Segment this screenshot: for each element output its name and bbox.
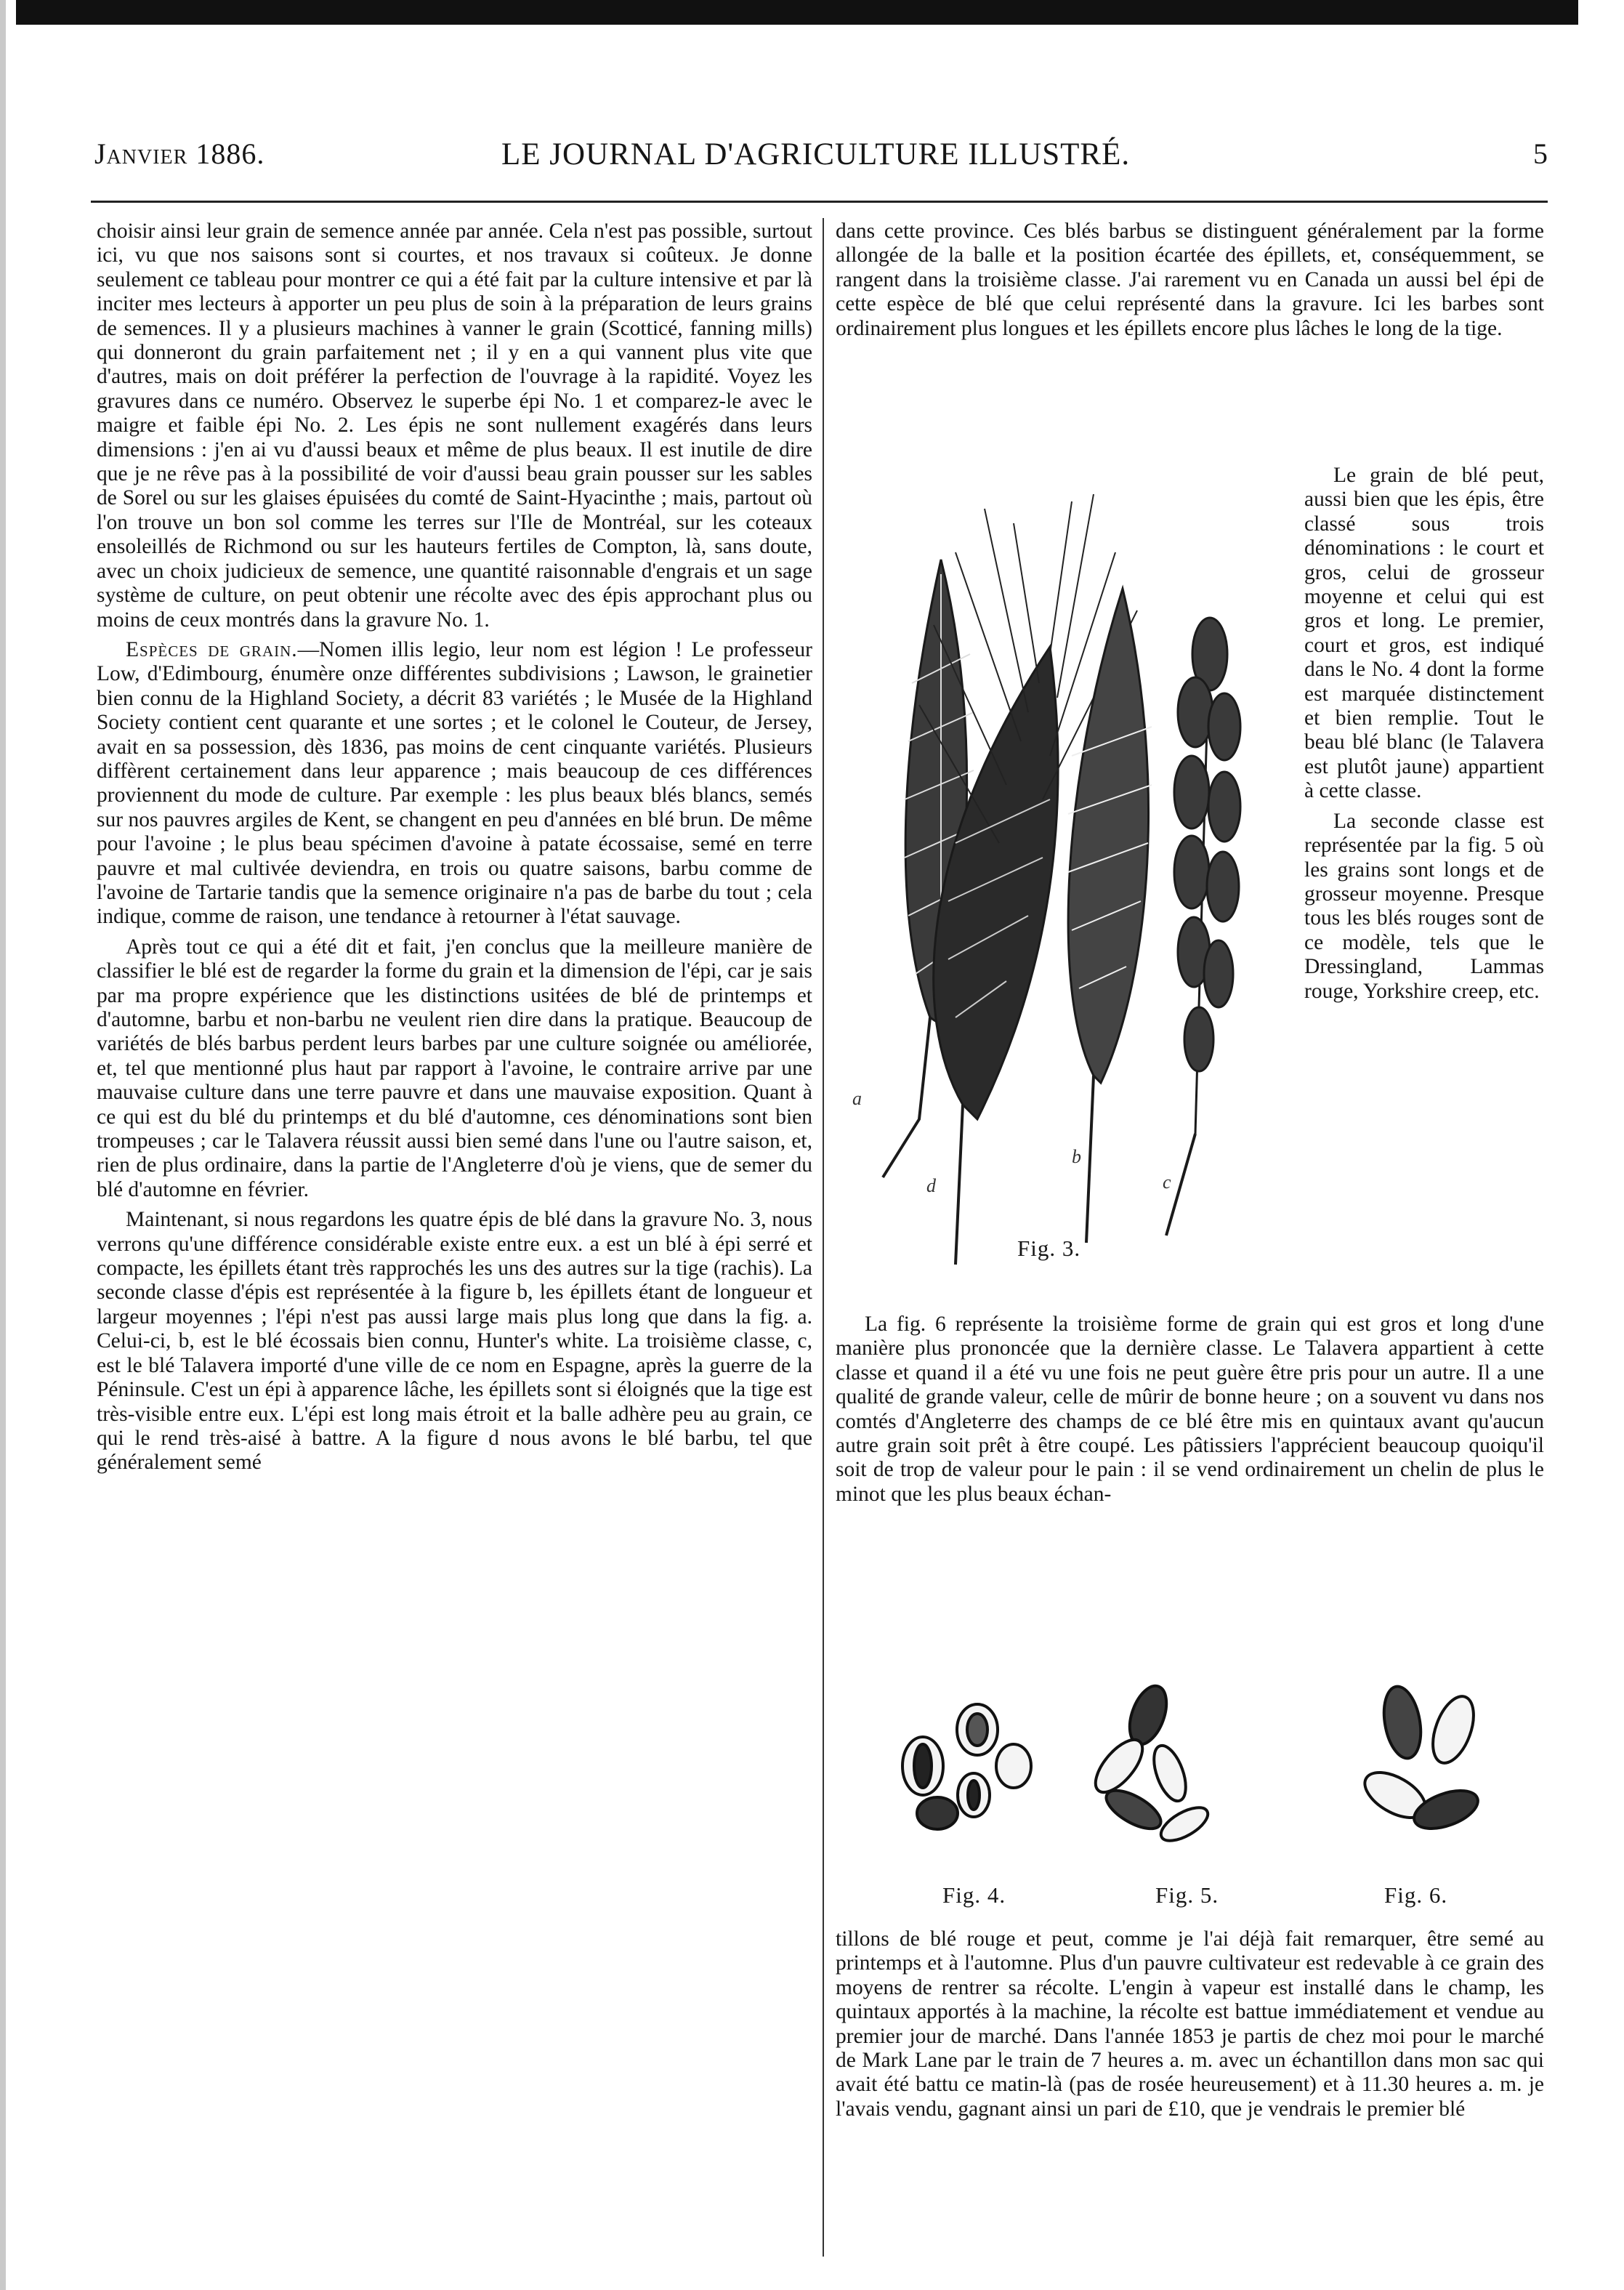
section-heading: Espèces de grain.	[126, 637, 298, 661]
right-column-middle	[836, 1313, 1544, 1507]
page-number: 5	[1533, 137, 1548, 170]
fig3-label-c: c	[1163, 1172, 1171, 1193]
page-header	[94, 137, 1548, 188]
header-date: Janvier 1886.	[94, 137, 265, 170]
fig3-label-b: b	[1072, 1146, 1081, 1167]
paragraph: La seconde classe est représentée par la fig. 5 où les grains sont longs et de grosseur moyenne. Presque tous les blés rouges sont de ce modèle, tels que le Dressingland, Lammas rouge, Yorkshire creep, etc.	[1304, 809, 1544, 1003]
fig3-label-a: a	[852, 1088, 862, 1109]
fig3-wheat-illustration	[832, 465, 1297, 1279]
right-column-bottom	[836, 1927, 1544, 2121]
page-edge-shadow	[0, 0, 6, 2290]
paragraph: Le grain de blé peut, aussi bien que les épis, être classé sous trois dénominations : le court et gros, celui de grosseur moyenne et celui qui est gros et long. Le premier, court et gros, est indiqué dans le No. 4 dont la forme est marquée distinctement et bien remplie. Tout le beau blé blanc (le Talavera est plutôt jaune) appartient à cette classe.	[1304, 464, 1544, 803]
top-black-border	[16, 0, 1578, 25]
paragraph-text: —Nomen illis legio, leur nom est légion ! Le professeur Low, d'Edimbourg, énumère onze différentes subdivisions ; Lawson, le grainetier bien connu de la Highland Society, a décrit 83 variétés ; le Musée de la Highland Society contient cent quarante et une sortes ; et le colonel le Couteur, de Jersey, avait en sa possession, dès 1836, pas moins de cent cinquante variétés. Plusieurs diffèrent certainement dans leur apparence ; mais beaucoup de ces différences proviennent du mode de culture. Par exemple : les plus beaux blés blancs, semés sur nos pauvres argiles de Kent, se changent en peu d'années en blé brun. De même pour l'avoine ; le plus beau spécimen d'avoine à patate écossaise, semé en terre pauvre et mal cultivée deviendra, en trois ou quatre saisons, barbu comme de l'avoine de Tartarie tandis que la semence originaire n'a pas de barbe du tout ; cela indique, comme de raison, une tendance à retourner à l'état sauvage.	[97, 637, 813, 929]
header-rule	[91, 201, 1548, 203]
left-column	[97, 219, 812, 1475]
grain-figures	[894, 1672, 1519, 1860]
paragraph: tillons de blé rouge et peut, comme je l'ai déjà fait remarquer, être semé au printemps et à l'automne. Plus d'un pauvre cultivateur est redevable à ce grain des moyens de rentrer sa récolte. L'engin à vapeur est installé dans le champ, les quintaux apportés à la machine, la récolte est battue immédiatement et vendue au premier jour de marché. Dans l'année 1853 je partis de chez moi pour le marché de Mark Lane par le train de 7 heures a. m. avec un échantillon dans mon sac qui avait été battu ce matin-là (pas de rosée heureusement) et à 11.30 heures a. m. je l'avais vendu, gagnant ainsi un pari de £10, que je vendrais le premier blé	[836, 1927, 1544, 2121]
paragraph: Après tout ce qui a été dit et fait, j'en conclus que la meilleure manière de classifier le blé est de regarder la forme du grain et la dimension de l'épi, car je sais par ma propre expérience que les distinctions usitées de blé de printemps et d'automne, barbu et non-barbu ne veulent rien dire dans la pratique. Beaucoup de variétés de blés barbus perdent leurs barbes par une culture soignée ou améliorée, et, tel que mentionné plus haut par rapport à l'avoine, le contraire arrive par une mauvaise culture dans une terre pauvre et dans une mauvaise exposition. Quant à ce qui est du blé du printemps et du blé d'automne, ces dénominations sont bien trompeuses ; car le Talavera réussit aussi bien semé dans l'une ou l'autre saison, et, rien de plus ordinaire, dans la partie de l'Angleterre d'où je viens, que de semer du blé d'automne en février.	[97, 935, 812, 1201]
fig3-label-d: d	[926, 1175, 936, 1196]
right-column-top	[836, 219, 1544, 341]
column-divider	[823, 218, 824, 2257]
fig6-caption: Fig. 6.	[1384, 1882, 1448, 1908]
fig5-caption: Fig. 5.	[1155, 1882, 1219, 1908]
right-side-text	[1304, 464, 1544, 1004]
fig3-caption: Fig. 3.	[1017, 1235, 1081, 1261]
fig4-caption: Fig. 4.	[942, 1882, 1006, 1908]
paragraph: La fig. 6 représente la troisième forme de grain qui est gros et long d'une manière plus prononcée que la dernière classe. Le Talavera appartient à cette classe et quand il a été vu une fois ne peut guère être pris pour un autre. Il a une qualité de grande valeur, celle de mûrir de bonne heure ; on a souvent vu dans nos comtés d'Angleterre des champs de ce blé être mis en quintaux avant qu'aucun autre grain soit prêt à être coupé. Les pâtissiers l'apprécient beaucoup quoiqu'il soit de trop de valeur pour le pain : il se vend ordinairement un chelin de plus le minot que les plus beaux échan-	[836, 1313, 1544, 1506]
paragraph: Maintenant, si nous regardons les quatre épis de blé dans la gravure No. 3, nous verrons qu'une différence considérable existe entre eux. a est un blé à épi serré et compacte, les épillets étant très rapprochés les uns des autres sur la tige (rachis). La seconde classe d'épis est représentée à la figure b, les épillets étant de longueur et largeur moyennes ; l'épi n'est pas aussi large mais plus long que dans la fig. a. Celui-ci, b, est le blé écossais bien connu, Hunter's white. La troisième classe, c, est le blé Talavera importé d'une ville de ce nom en Espagne, après la guerre de la Péninsule. C'est un épi à apparence lâche, les épillets sont si éloignés que la tige est très-visible entre eux. L'épi est long mais étroit et la balle adhère peu au grain, ce qui le rend très-aisé à battre. A la figure d nous avons le blé barbu, tel que généralement semé	[97, 1208, 812, 1475]
paragraph: choisir ainsi leur grain de semence année par année. Cela n'est pas possible, surtout ici, vu que nos saisons sont si courtes, et nos travaux si coûteux. Je donne seulement ce tableau pour montrer ce qui a été fait par la culture intensive et par là inciter mes lecteurs à apporter un peu plus de soin à la préparation de leurs grains de semences. Il y a plusieurs machines à vanner le grain (Scotticé, fanning mills) qui donneront du grain parfaitement net ; il y en a qui vannent plus vite que d'autres, mais on doit préférer la perfection de l'ouvrage à la rapidité. Voyez les gravures dans ce numéro. Observez le superbe épi No. 1 et comparez-le avec le maigre et faible épi No. 2. Les épis ne sont nullement exagérés dans leurs dimensions : j'en ai vu d'aussi beaux et même de plus beaux. Il est inutile de dire que je ne rêve pas à la possibilité de voir d'aussi beau grain pousser sur les sables de Sorel ou sur les glaises épuisées du comté de Saint-Hyacinthe ; mais, partout où l'on trouve un bon sol comme les terres sur l'Ile de Montréal, sur les coteaux ensoleillés de Richmond ou sur les hauteurs fertiles de Compton, là, sans doute, avec un choix judicieux de semence, une quantité raisonnable d'engrais et un sage système de culture, on peut obtenir une récolte avec des épis approchant plus ou moins de ceux montrés dans la gravure No. 1.	[97, 219, 812, 632]
paragraph: dans cette province. Ces blés barbus se distinguent généralement par la forme allongée de la balle et la position écartée des épillets, et, conséquemment, se rangent dans la troisième classe. J'ai rarement vu en Canada un aussi bel épi de cette espèce de blé que celui représenté dans la gravure. Ici les barbes sont ordinairement plus longues et les épillets encore plus lâches le long de la tige.	[836, 219, 1544, 340]
journal-title: LE JOURNAL D'AGRICULTURE ILLUSTRÉ.	[501, 137, 1131, 172]
paragraph-especes	[97, 638, 812, 930]
